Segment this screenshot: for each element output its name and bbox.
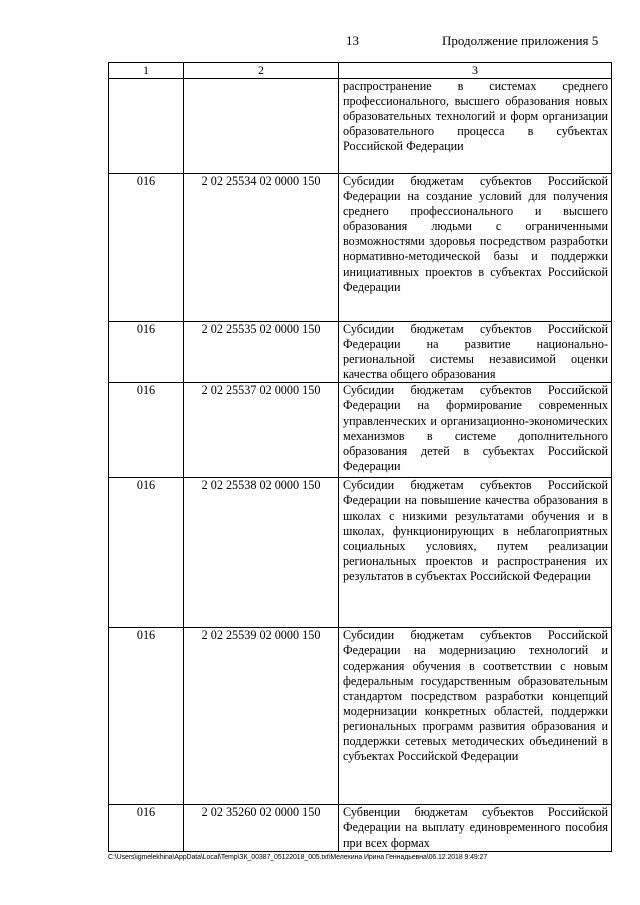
admin-code-cell: 016 <box>109 383 184 478</box>
budget-codes-table <box>108 62 612 852</box>
admin-code-cell: 016 <box>109 628 184 805</box>
table-row <box>109 322 612 383</box>
budget-code-cell: 2 02 25534 02 0000 150 <box>184 174 339 322</box>
table-row <box>109 383 612 478</box>
admin-code-cell: 016 <box>109 805 184 851</box>
column-number: 2 <box>184 63 339 79</box>
continuation-heading: Продолжение приложения 5 <box>442 33 599 48</box>
table-row <box>109 805 612 851</box>
column-number: 1 <box>109 63 184 79</box>
table-row <box>109 174 612 322</box>
description-cell: Субсидии бюджетам субъектов Российской Федерации на формирование современных управленческих и организационно-экономических механизмов в системе дополнительного образования детей в субъектах Российской Федерации <box>339 383 612 478</box>
description-cell: Субвенции бюджетам субъектов Российской Федерации на выплату единовременного пособия при всех формах <box>339 805 612 851</box>
budget-code-cell: 2 02 25538 02 0000 150 <box>184 478 339 628</box>
table-row <box>109 478 612 628</box>
page-number: 13 <box>346 33 359 48</box>
description-cell: Субсидии бюджетам субъектов Российской Федерации на модернизацию технологий и содержания обучения в соответствии с новым федеральным государственным образовательным стандартом посредством разработки концепций модернизации конкретных областей, поддержки региональных программ развития образования и поддержки сетевых методических объединений в субъектах Российской Федерации <box>339 628 612 805</box>
description-cell: Субсидии бюджетам субъектов Российской Федерации на создание условий для получения среднего профессионального и высшего образования людьми с ограниченными возможностями здоровья посредством разработки нормативно-методической базы и поддержки инициативных проектов в субъектах Российской Федерации <box>339 174 612 322</box>
budget-code-cell: 2 02 35260 02 0000 150 <box>184 805 339 851</box>
budget-code-cell: 2 02 25537 02 0000 150 <box>184 383 339 478</box>
admin-code-cell: 016 <box>109 174 184 322</box>
admin-code-cell: 016 <box>109 322 184 383</box>
column-number-row <box>109 63 612 79</box>
description-cell: Субсидии бюджетам субъектов Российской Федерации на повышение качества образования в школах с низкими результатами обучения и в школах, функционирующих в неблагоприятных социальных условиях, путем реализации региональных проектов и распространения их результатов в субъектах Российской Федерации <box>339 478 612 628</box>
budget-code-cell: 2 02 25535 02 0000 150 <box>184 322 339 383</box>
admin-code-cell: 016 <box>109 478 184 628</box>
description-cell: Субсидии бюджетам субъектов Российской Федерации на развитие национально-региональной системы независимой оценки качества общего образования <box>339 322 612 383</box>
description-cell: распространение в системах среднего профессионального, высшего образования новых образовательных технологий и форм организации образовательного процесса в субъектах Российской Федерации <box>339 79 612 174</box>
budget-code-cell: 2 02 25539 02 0000 150 <box>184 628 339 805</box>
file-path-footer: C:\Users\igmelekhina\AppData\Local\Temp\ЗК_00387_05122018_005.txt\Мелехина Ирина Геннадьевна\06.12.2018 9:49:27 <box>108 854 488 861</box>
column-number: 3 <box>339 63 612 79</box>
table-row <box>109 628 612 805</box>
table-row <box>109 79 612 174</box>
budget-code-cell <box>184 79 339 174</box>
admin-code-cell <box>109 79 184 174</box>
